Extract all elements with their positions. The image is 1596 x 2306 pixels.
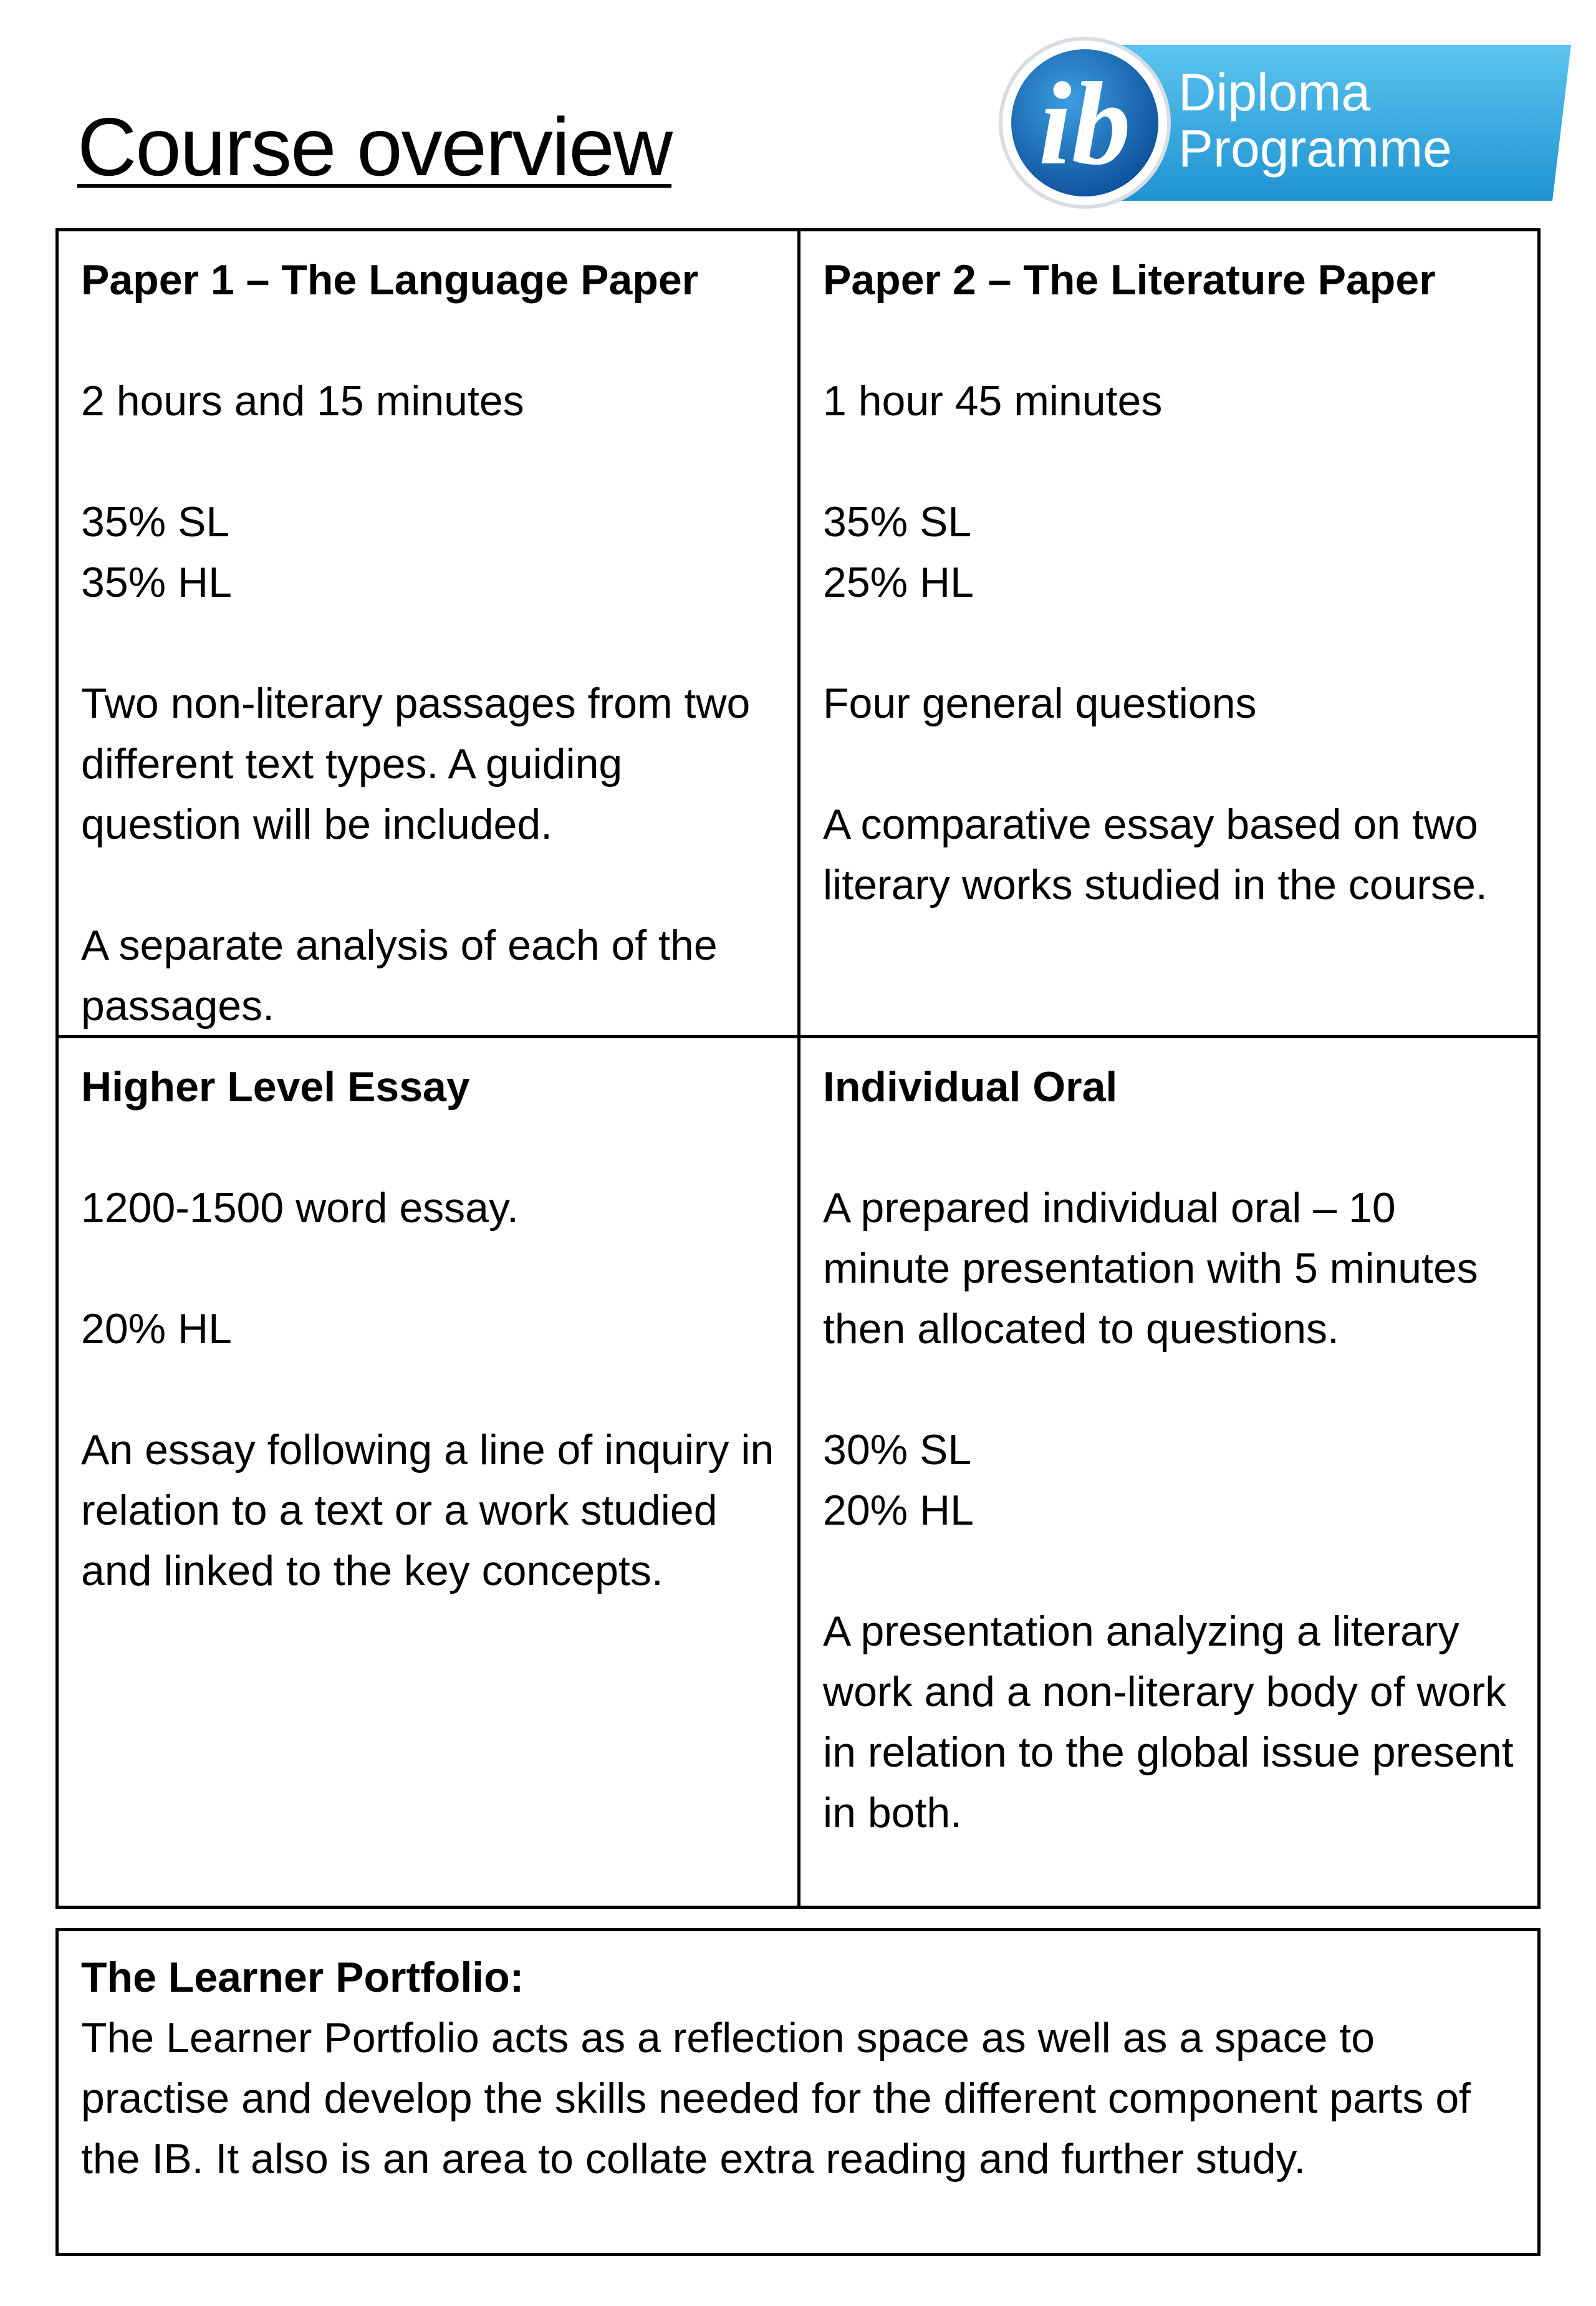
paper2-weight-sl: 35% SL xyxy=(823,498,972,546)
hl-essay-heading: Higher Level Essay xyxy=(81,1063,470,1111)
paper2-description: Four general questions xyxy=(823,680,1257,727)
paper2-weight-hl: 25% HL xyxy=(823,559,974,606)
ib-diploma-logo xyxy=(991,32,1571,213)
oral-weight-sl: 30% SL xyxy=(823,1426,972,1474)
oral-cell xyxy=(800,1038,1541,1906)
oral-task: A presentation analyzing a literary work and a non-literary body of work in relation to the global issue present in both. xyxy=(823,1608,1514,1836)
portfolio-text: The Learner Portfolio acts as a reflection space as well as a space to practise and develop the skills needed for the different component parts of the IB. It also is an area to collate extra reading and further study. xyxy=(81,2014,1471,2183)
learner-portfolio-box xyxy=(55,1928,1541,2256)
page-title: Course overview xyxy=(77,101,672,193)
paper1-task: A separate analysis of each of the passages. xyxy=(81,922,718,1030)
oral-description: A prepared individual oral – 10 minute presentation with 5 minutes then allocated to questions. xyxy=(823,1184,1478,1353)
paper1-weight-hl: 35% HL xyxy=(81,559,232,606)
logo-line1: Diploma xyxy=(1178,63,1371,122)
paper1-description: Two non-literary passages from two different text types. A guiding question will be included. xyxy=(81,680,751,848)
logo-letters: ib xyxy=(1039,59,1131,190)
oral-heading: Individual Oral xyxy=(823,1063,1118,1111)
hl-essay-length: 1200-1500 word essay. xyxy=(81,1184,519,1232)
paper2-duration: 1 hour 45 minutes xyxy=(823,377,1163,425)
paper2-heading: Paper 2 – The Literature Paper xyxy=(823,256,1436,304)
paper1-duration: 2 hours and 15 minutes xyxy=(81,377,524,425)
paper2-cell xyxy=(800,231,1541,1038)
logo-line2: Programme xyxy=(1178,119,1452,178)
oral-weight-hl: 20% HL xyxy=(823,1487,974,1534)
hl-essay-cell xyxy=(59,1038,800,1906)
hl-essay-description: An essay following a line of inquiry in relation to a text or a work studied and linked to the key concepts. xyxy=(81,1426,774,1594)
assessment-table xyxy=(55,228,1541,1909)
paper1-heading: Paper 1 – The Language Paper xyxy=(81,256,699,304)
portfolio-heading: The Learner Portfolio: xyxy=(81,1954,524,2001)
paper2-task: A comparative essay based on two literary works studied in the course. xyxy=(823,801,1488,909)
paper1-cell xyxy=(59,231,800,1038)
paper1-weight-sl: 35% SL xyxy=(81,498,230,546)
hl-essay-weight-hl: 20% HL xyxy=(81,1305,232,1353)
